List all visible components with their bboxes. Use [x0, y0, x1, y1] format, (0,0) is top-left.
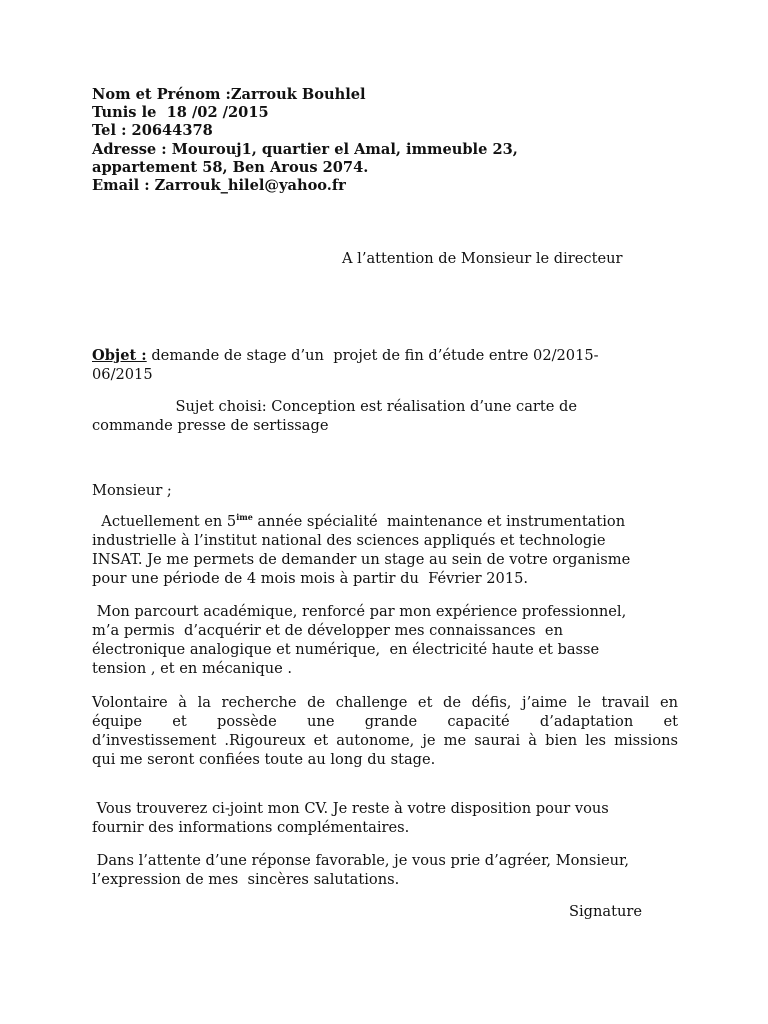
paragraph-background [92, 602, 678, 678]
paragraph-qualities [92, 693, 678, 769]
paragraph-closing [92, 851, 678, 889]
subject-label: Objet : [92, 347, 147, 364]
letter-date-line: Tunis le 18 /02 /2015 [92, 104, 269, 122]
subject-text-line-2: 06/2015 [92, 366, 153, 383]
background-line-3: électronique analogique et numérique, en électricité haute et basse [92, 641, 600, 658]
cv-line-2: fournir des informations complémentaires. [92, 819, 410, 836]
intro-line-1-end: année spécialité maintenance et instrumentation [252, 513, 626, 530]
chosen-topic-line-1: Sujet choisi: Conception est réalisation d’une carte de [92, 398, 578, 415]
signature-label: Signature [569, 903, 642, 920]
sender-phone-line: Tel : 20644378 [92, 122, 213, 140]
qualities-line-1: Volontaire à la recherche de challenge et de défis, j’aime le travail en [92, 694, 678, 711]
intro-line-3: INSAT. Je me permets de demander un stage au sein de votre organisme [92, 551, 631, 568]
intro-line-2: industrielle à l’institut national des sciences appliqués et technologie [92, 532, 606, 549]
sender-name-line: Nom et Prénom :Zarrouk Bouhlel [92, 86, 366, 103]
intro-line-1-start: Actuellement en 5 [92, 513, 237, 530]
qualities-line-2: équipe et possède une grande capacité d’adaptation et [92, 713, 678, 730]
subject-text-line-1: demande de stage d’un projet de fin d’étude entre 02/2015- [146, 347, 599, 364]
sender-address-line-2: appartement 58, Ben Arous 2074. [92, 158, 369, 176]
intro-line-4: pour une période de 4 mois mois à partir du Février 2015. [92, 570, 529, 587]
salutation: Monsieur ; [92, 482, 172, 499]
qualities-line-3: d’investissement .Rigoureux et autonome, je me saurai à bien les missions [92, 732, 678, 749]
recipient-attention-line: A l’attention de Monsieur le directeur [342, 250, 623, 267]
sender-email-line: Email : Zarrouk_hilel@yahoo.fr [92, 177, 346, 195]
paragraph-cv [92, 799, 678, 837]
background-line-4: tension , et en mécanique . [92, 660, 293, 677]
background-line-1: Mon parcourt académique, renforcé par mon expérience professionnel, [92, 603, 627, 620]
sender-header [92, 86, 518, 195]
chosen-topic-line-2: commande presse de sertissage [92, 417, 329, 434]
sender-address-line-1: Adresse : Mourouj1, quartier el Amal, immeuble 23, [92, 140, 518, 158]
closing-line-2: l’expression de mes sincères salutations. [92, 871, 400, 888]
background-line-2: m’a permis d’acquérir et de développer mes connaissances en [92, 622, 563, 639]
paragraph-introduction [92, 512, 678, 588]
chosen-topic-block [92, 397, 678, 435]
subject-block [92, 346, 678, 384]
ordinal-superscript: ime [236, 512, 253, 522]
closing-line-1: Dans l’attente d’une réponse favorable, je vous prie d’agréer, Monsieur, [92, 852, 630, 869]
cv-line-1: Vous trouverez ci-joint mon CV. Je reste à votre disposition pour vous [92, 800, 609, 817]
qualities-line-4: qui me seront confiées toute au long du stage. [92, 751, 436, 768]
